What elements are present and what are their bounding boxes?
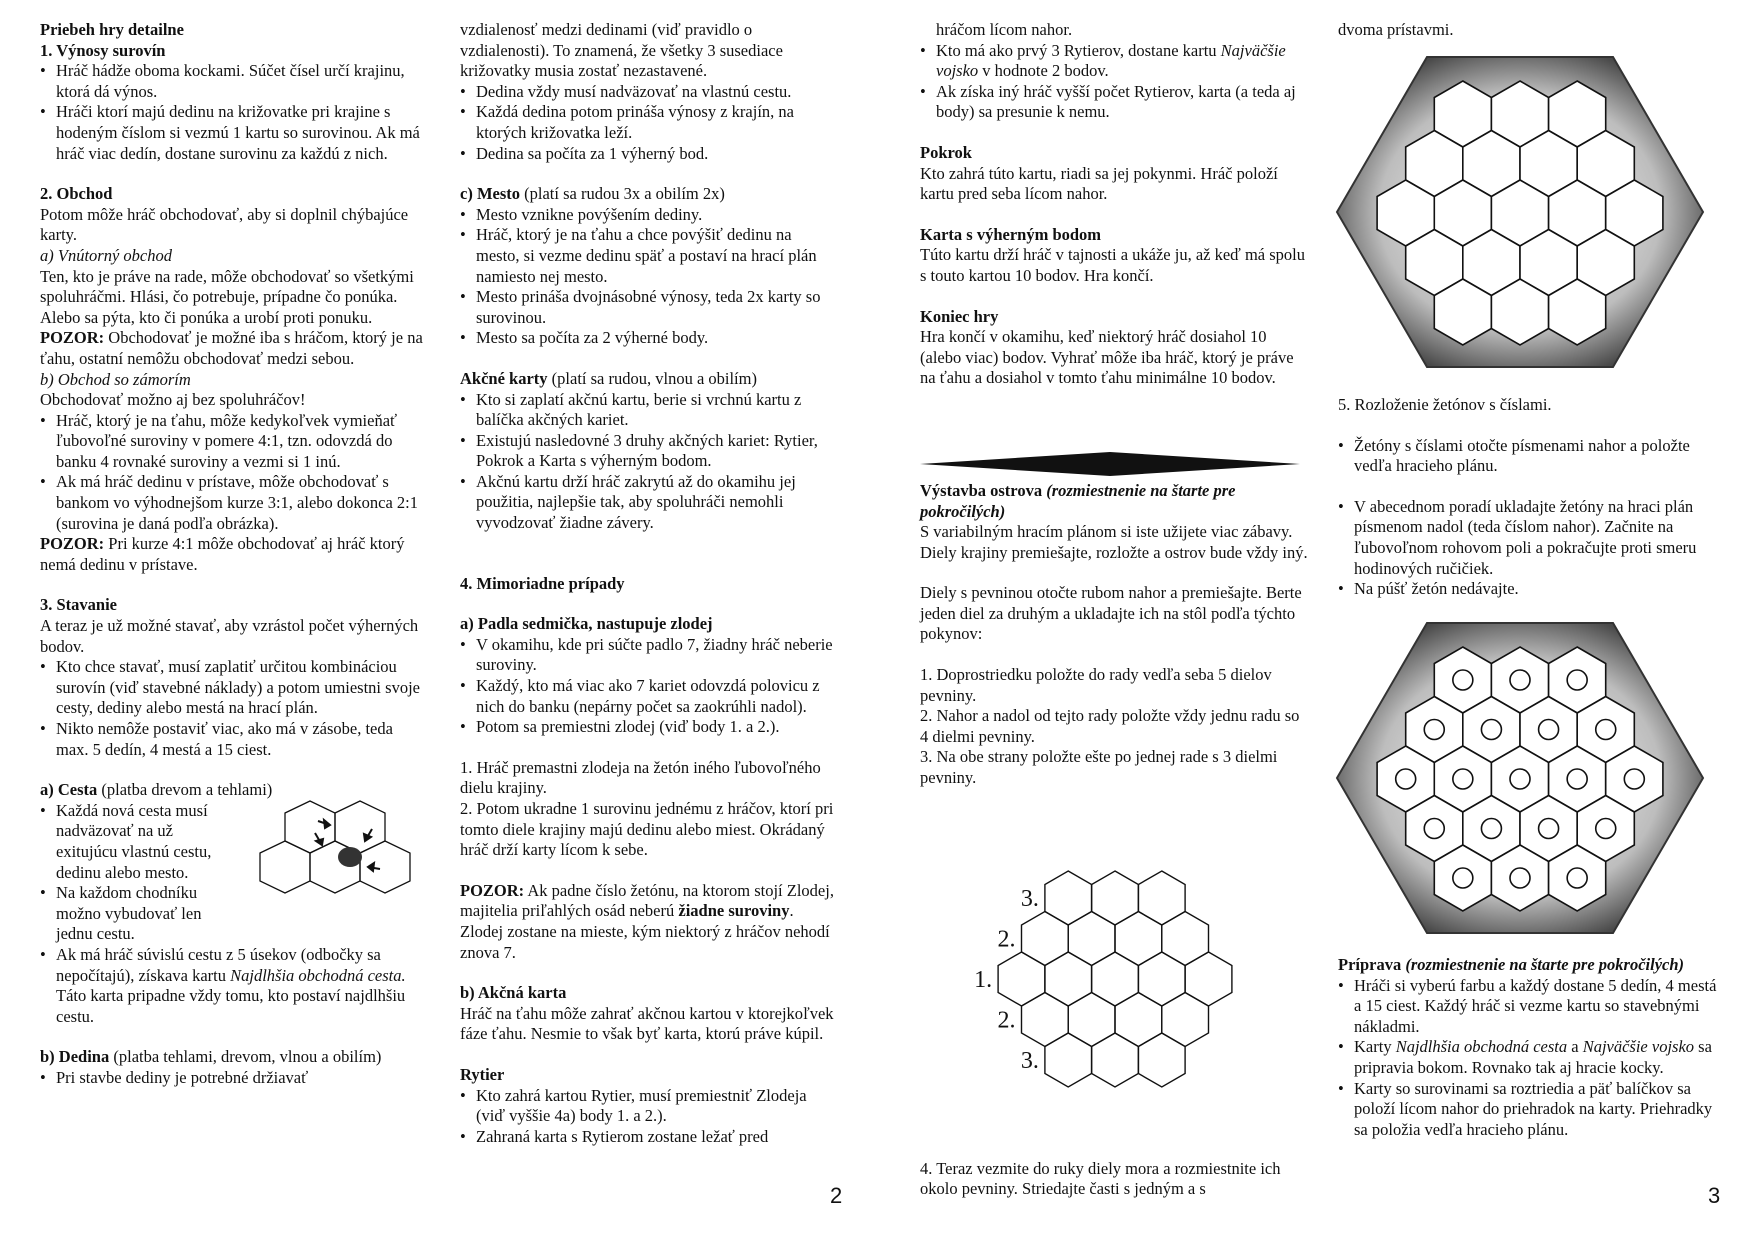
- list-item: • Kto chce stavať, musí zaplatiť určitou kombináciou surovín (viď stavebné náklady) a potom umiestni svoje cesty, dediny alebo mestá na hrací plán.: [40, 657, 425, 719]
- land-hex: [1185, 952, 1232, 1006]
- list-item: • Žetóny s číslami otočte písmenami nahor a položte vedľa hracieho plánu.: [1338, 436, 1718, 477]
- paragraph: Diely s pevninou otočte rubom nahor a premiešajte. Berte jeden diel za druhým a ukladajte ich na stôl podľa týchto pokynov:: [920, 583, 1302, 644]
- number-token: [1453, 670, 1473, 690]
- list-item: • Ak má hráč súvislú cestu z 5 úsekov (odbočky sa nepočítajú), získava kartu Najdlhšia obchodná cesta. Táto karta pripadne vždy tomu, kto postaví najdlhšiu cestu.: [40, 945, 425, 1027]
- token-order-illustration: [1335, 618, 1705, 938]
- list-item: • Každý, kto má viac ako 7 kariet odovzdá polovicu z nich do banku (nepárny počet sa zaokrúhli nadol).: [460, 676, 835, 717]
- number-token: [1424, 819, 1444, 839]
- number-token: [1539, 720, 1559, 740]
- land-hex: [1092, 871, 1139, 925]
- paragraph: Hra končí v okamihu, keď niektorý hráč dosiahol 10 (alebo viac) bodov. Vyhrať môže iba hráč, ktorý je práve na ťahu a dosiahol v tomto ťahu minimálne 10 bodov.: [920, 327, 1294, 388]
- paragraph-warning: POZOR: Ak padne číslo žetónu, na ktorom stojí Zlodej, majitelia priľahlých osád neberú žiadne suroviny. Zlodej zostane na mieste, kým niektorý z hráčov nehodí znova 7.: [460, 880, 834, 962]
- list-item: • Dedina sa počíta za 1 výherný bod.: [460, 144, 835, 165]
- column-4: [1338, 20, 1718, 41]
- page-number: 2: [830, 1183, 843, 1208]
- paragraph: Ten, kto je práve na rade, môže obchodovať so všetkými spoluhráčmi. Hlási, čo potrebuje, prípadne čo ponúka. Alebo sa pýta, kto či ponúka a urobí proti ponuku. POZOR: Obchodovať je možné iba s hráčom, ktorý je na ťahu, ostatní nemôžu obchodovať medzi sebou.: [40, 266, 423, 368]
- paragraph: Kto zahrá túto kartu, riadi sa jej pokynmi. Hráč položí kartu pred seba lícom nahor.: [920, 163, 1278, 204]
- list-item: • Nikto nemôže postaviť viac, ako má v zásobe, teda max. 5 dedín, 4 mestá a 15 ciest.: [40, 719, 425, 760]
- number-token: [1510, 769, 1530, 789]
- number-token: [1481, 720, 1501, 740]
- list-item: • Existujú nasledovné 3 druhy akčných kariet: Rytier, Pokrok a Karta s výherným bodom.: [460, 431, 835, 472]
- list-knight: [460, 1086, 835, 1148]
- land-hex: [1115, 912, 1162, 966]
- number-token: [1596, 819, 1616, 839]
- heading-action-cards: Akčné karty (platí sa rudou, vlnou a obilím): [460, 368, 757, 388]
- heading-progress: Pokrok: [920, 142, 972, 162]
- divider-shape: [920, 450, 1300, 478]
- list-item: • Kto si zaplatí akčnú kartu, berie si vrchnú kartu z balíčka akčných kariet.: [460, 390, 835, 431]
- list-building: [40, 657, 425, 760]
- list-item: • Hráč, ktorý je na ťahu a chce povýšiť dedinu na mesto, si vezme dedinu späť a postaví na hrací plán namiesto nej mesto.: [460, 225, 835, 287]
- number-token: [1567, 670, 1587, 690]
- subheading-overseas-trade: b) Obchod so zámorím: [40, 369, 191, 389]
- heading-village: b) Dedina (platba tehlami, drevom, vlnou a obilím): [40, 1047, 382, 1067]
- column-4-bottom: [1338, 955, 1718, 1140]
- list-city: [460, 205, 835, 349]
- list-yields: [40, 61, 425, 164]
- paragraph-robber-steps: 1. Hráč premastni zlodeja na žetón iného ľubovoľného dielu krajiny. 2. Potom ukradne 1 surovinu jednému z hráčov, ktorí pri tomto diele krajiny majú dedinu alebo miest. Okrádaný hráč drží karty lícom k sebe.: [460, 757, 834, 860]
- list-action-cards: [460, 390, 835, 534]
- number-token: [1396, 769, 1416, 789]
- caption-number-tokens: 5. Rozloženie žetónov s číslami.: [1338, 395, 1552, 414]
- list-item: • Hráč hádže oboma kockami. Súčet čísel určí krajinu, ktorá dá výnos.: [40, 61, 425, 102]
- list-army: [920, 41, 1310, 123]
- list-item: • Mesto sa počíta za 2 výherné body.: [460, 328, 835, 349]
- list-road: [40, 801, 230, 945]
- row-label: 3.: [1020, 886, 1039, 912]
- paragraph: Túto kartu drží hráč v tajnosti a ukáže ju, až keď má spolu s touto kartou 10 bodov. Hra končí.: [920, 245, 1305, 285]
- heading-building: 3. Stavanie: [40, 595, 118, 615]
- paragraph-setup-steps: 1. Doprostriedku položte do rady vedľa seba 5 dielov pevniny. 2. Nahor a nadol od tejto rady položte vždy jednu radu so 4 dielmi pevniny. 3. Na obe strany položte ešte po jednej rade s 3 dielmi pevniny.: [920, 665, 1300, 788]
- list-number-tokens-2: [1338, 497, 1718, 600]
- list-item: • Karty Najdlhšia obchodná cesta a Najväčšie vojsko sa pripravia bokom. Rovnako tak aj hracie kocky.: [1338, 1037, 1718, 1078]
- land-grid-diagram: [940, 870, 1260, 1130]
- list-item: • Hráči si vyberú farbu a každý dostane 5 dedín, 4 mestá a 15 ciest. Každý hráč si vezme kartu so stavebnými nákladmi.: [1338, 976, 1718, 1038]
- heading-city: c) Mesto (platí sa rudou 3x a obilím 2x): [460, 184, 725, 204]
- section-title: Priebeh hry detailne: [40, 20, 184, 39]
- page-number: 3: [1708, 1183, 1721, 1208]
- heading-game-end: Koniec hry: [920, 306, 999, 326]
- list-item: • Hráč, ktorý je na ťahu, môže kedykoľvek vymieňať ľubovoľné suroviny v pomere 4:1, tzn. odovzdá do banku 4 rovnaké suroviny a vezmi si 1 inú.: [40, 411, 425, 473]
- list-item: • V abecednom poradí ukladajte žetóny na hraci plán písmenom nadol (teda číslom nahor). Začnite na ľubovoľnom rohovom poli a pokračujte proti smeru hodinových ručičiek.: [1338, 497, 1718, 579]
- land-hex: [1162, 993, 1209, 1047]
- land-hex: [1092, 952, 1139, 1006]
- row-label: 1.: [974, 967, 993, 993]
- list-item: • Mesto vznikne povýšením dediny.: [460, 205, 835, 226]
- list-item: • Každá nová cesta musí nadväzovať na už exitujúcu vlastnú cestu, dedinu alebo mesto.: [40, 801, 230, 883]
- list-item: • Ak má hráč dedinu v prístave, môže obchodovať s bankom vo výhodnejšom kurze 3:1, alebo dokonca 2:1 (surovina je daná podľa obrázka).: [40, 472, 425, 534]
- number-token: [1567, 868, 1587, 888]
- heading-island-setup: Výstavba ostrova (rozmiestnenie na štarte pre pokročilých): [920, 480, 1236, 521]
- paragraph: hráčom lícom nahor.: [936, 20, 1073, 39]
- land-hex: [1045, 952, 1092, 1006]
- row-label: 3.: [1020, 1048, 1039, 1074]
- subheading-inner-trade: a) Vnútorný obchod: [40, 245, 172, 265]
- list-item: • Akčnú kartu drží hráč zakrytú až do okamihu jej použitia, najlepšie tak, aby spoluhráči nemohli vyvodzovať žiadne závery.: [460, 472, 835, 534]
- road-illustration: [230, 793, 420, 923]
- land-hex: [1092, 1033, 1139, 1087]
- column-4-mid: [1338, 395, 1718, 600]
- land-hex: [1045, 1033, 1092, 1087]
- land-hex: [1068, 912, 1115, 966]
- heading-knight: Rytier: [460, 1064, 505, 1084]
- heading-action-card: b) Akčná karta: [460, 983, 567, 1003]
- paragraph: Hráč na ťahu môže zahrať akčnou kartou v ktorejkoľvek fáze ťahu. Nesmie to však byť karta, ktorú práve kúpil.: [460, 1003, 834, 1044]
- list-item: • Kto má ako prvý 3 Rytierov, dostane kartu Najväčšie vojsko v hodnote 2 bodov.: [920, 41, 1310, 82]
- list-item: • Dedina vždy musí nadväzovať na vlastnú cestu.: [460, 82, 835, 103]
- heading-special-cases: 4. Mimoriadne prípady: [460, 573, 625, 593]
- row-label: 2.: [997, 926, 1016, 953]
- list-item: • Zahraná karta s Rytierom zostane ležať pred: [460, 1127, 835, 1148]
- column-1: [40, 20, 425, 1089]
- number-token: [1567, 769, 1587, 789]
- list-preparation: [1338, 976, 1718, 1141]
- list-robber: [460, 635, 835, 738]
- land-hex: [1045, 871, 1092, 925]
- heading-preparation: Príprava (rozmiestnenie na štarte pre pokročilých): [1338, 955, 1685, 974]
- land-hex: [1068, 993, 1115, 1047]
- land-hex: [998, 952, 1045, 1006]
- land-hex: [1138, 952, 1185, 1006]
- number-token: [1596, 720, 1616, 740]
- list-road-long: [40, 945, 425, 1027]
- list-item: • Kto zahrá kartou Rytier, musí premiestniť Zlodeja (viď vyššie 4a) body 1. a 2.).: [460, 1086, 835, 1127]
- number-token: [1453, 769, 1473, 789]
- number-token: [1539, 819, 1559, 839]
- paragraph: S variabilným hracím plánom si iste užijete viac zábavy. Diely krajiny premiešajte, rozložte a ostrov bude vždy iný.: [920, 522, 1308, 562]
- row-label: 2.: [997, 1007, 1016, 1034]
- paragraph: Obchodovať možno aj bez spoluhráčov!: [40, 390, 306, 410]
- number-token: [1424, 720, 1444, 740]
- list-item: • Každá dedina potom prináša výnosy z krajín, na ktorých križovatka leží.: [460, 102, 835, 143]
- paragraph: vzdialenosť medzi dedinami (viď pravidlo o vzdialenosti). To znamená, že všetky 3 susediace križovatky musia zostať nezastavené.: [460, 20, 783, 81]
- list-item: • Hráči ktorí majú dedinu na križovatke pri krajine s hodeným číslom si vezmú 1 kartu so surovinou. Ak má hráč viac dedín, dostane surovinu za každú z nich.: [40, 102, 425, 164]
- list-item: • Na každom chodníku možno vybudovať len jednu cestu.: [40, 883, 230, 945]
- paragraph-step4: 4. Teraz vezmite do ruky diely mora a rozmiestnite ich okolo pevniny. Striedajte časti s jedným a s: [920, 1158, 1281, 1199]
- paragraph: Potom môže hráč obchodovať, aby si doplnil chýbajúce karty.: [40, 204, 409, 245]
- heading-robber: a) Padla sedmička, nastupuje zlodej: [460, 614, 713, 634]
- list-item: • V okamihu, kde pri súčte padlo 7, žiadny hráč neberie suroviny.: [460, 635, 835, 676]
- land-hex: [1162, 912, 1209, 966]
- land-hex: [1022, 912, 1069, 966]
- land-hex: [1138, 1033, 1185, 1087]
- list-village: [40, 1068, 425, 1089]
- list-item: • Potom sa premiestni zlodej (viď body 1. a 2.).: [460, 717, 835, 738]
- land-hex: [1138, 871, 1185, 925]
- list-item: • Karty so surovinami sa roztriedia a päť balíčkov sa položí lícom nahor do priehradok na karty. Priehradky sa položia vedľa hracieho plánu.: [1338, 1079, 1718, 1141]
- list-item: • Mesto prináša dvojnásobné výnosy, teda 2x karty so surovinou.: [460, 287, 835, 328]
- number-token: [1510, 670, 1530, 690]
- island-board-illustration: [1335, 52, 1705, 372]
- list-item: • Na púšť žetón nedávajte.: [1338, 579, 1718, 600]
- paragraph: dvoma prístavmi.: [1338, 20, 1454, 39]
- land-hex: [1022, 993, 1069, 1047]
- list-item: • Pri stavbe dediny je potrebné držiavať: [40, 1068, 425, 1089]
- list-trade: [40, 411, 425, 535]
- list-item: • Ak získa iný hráč vyšší počet Rytierov, karta (a teda aj body) sa presunie k nemu.: [920, 82, 1310, 123]
- paragraph: POZOR: Pri kurze 4:1 môže obchodovať aj hráč ktorý nemá dedinu v prístave.: [40, 534, 405, 574]
- number-token: [1481, 819, 1501, 839]
- column-3: [920, 20, 1310, 789]
- land-hex: [1115, 993, 1162, 1047]
- number-token: [1510, 868, 1530, 888]
- heading-yields: 1. Výnosy surovín: [40, 40, 166, 60]
- number-token: [1624, 769, 1644, 789]
- heading-victory-card: Karta s výherným bodom: [920, 224, 1102, 244]
- list-number-tokens: [1338, 436, 1718, 477]
- column-2: [460, 20, 835, 1147]
- heading-trade: 2. Obchod: [40, 184, 113, 204]
- paragraph: A teraz je už možné stavať, aby vzrástol počet výherných bodov.: [40, 616, 419, 656]
- heading-road: a) Cesta (platba drevom a tehlami): [40, 780, 273, 800]
- list-village-cont: [460, 82, 835, 164]
- number-token: [1453, 868, 1473, 888]
